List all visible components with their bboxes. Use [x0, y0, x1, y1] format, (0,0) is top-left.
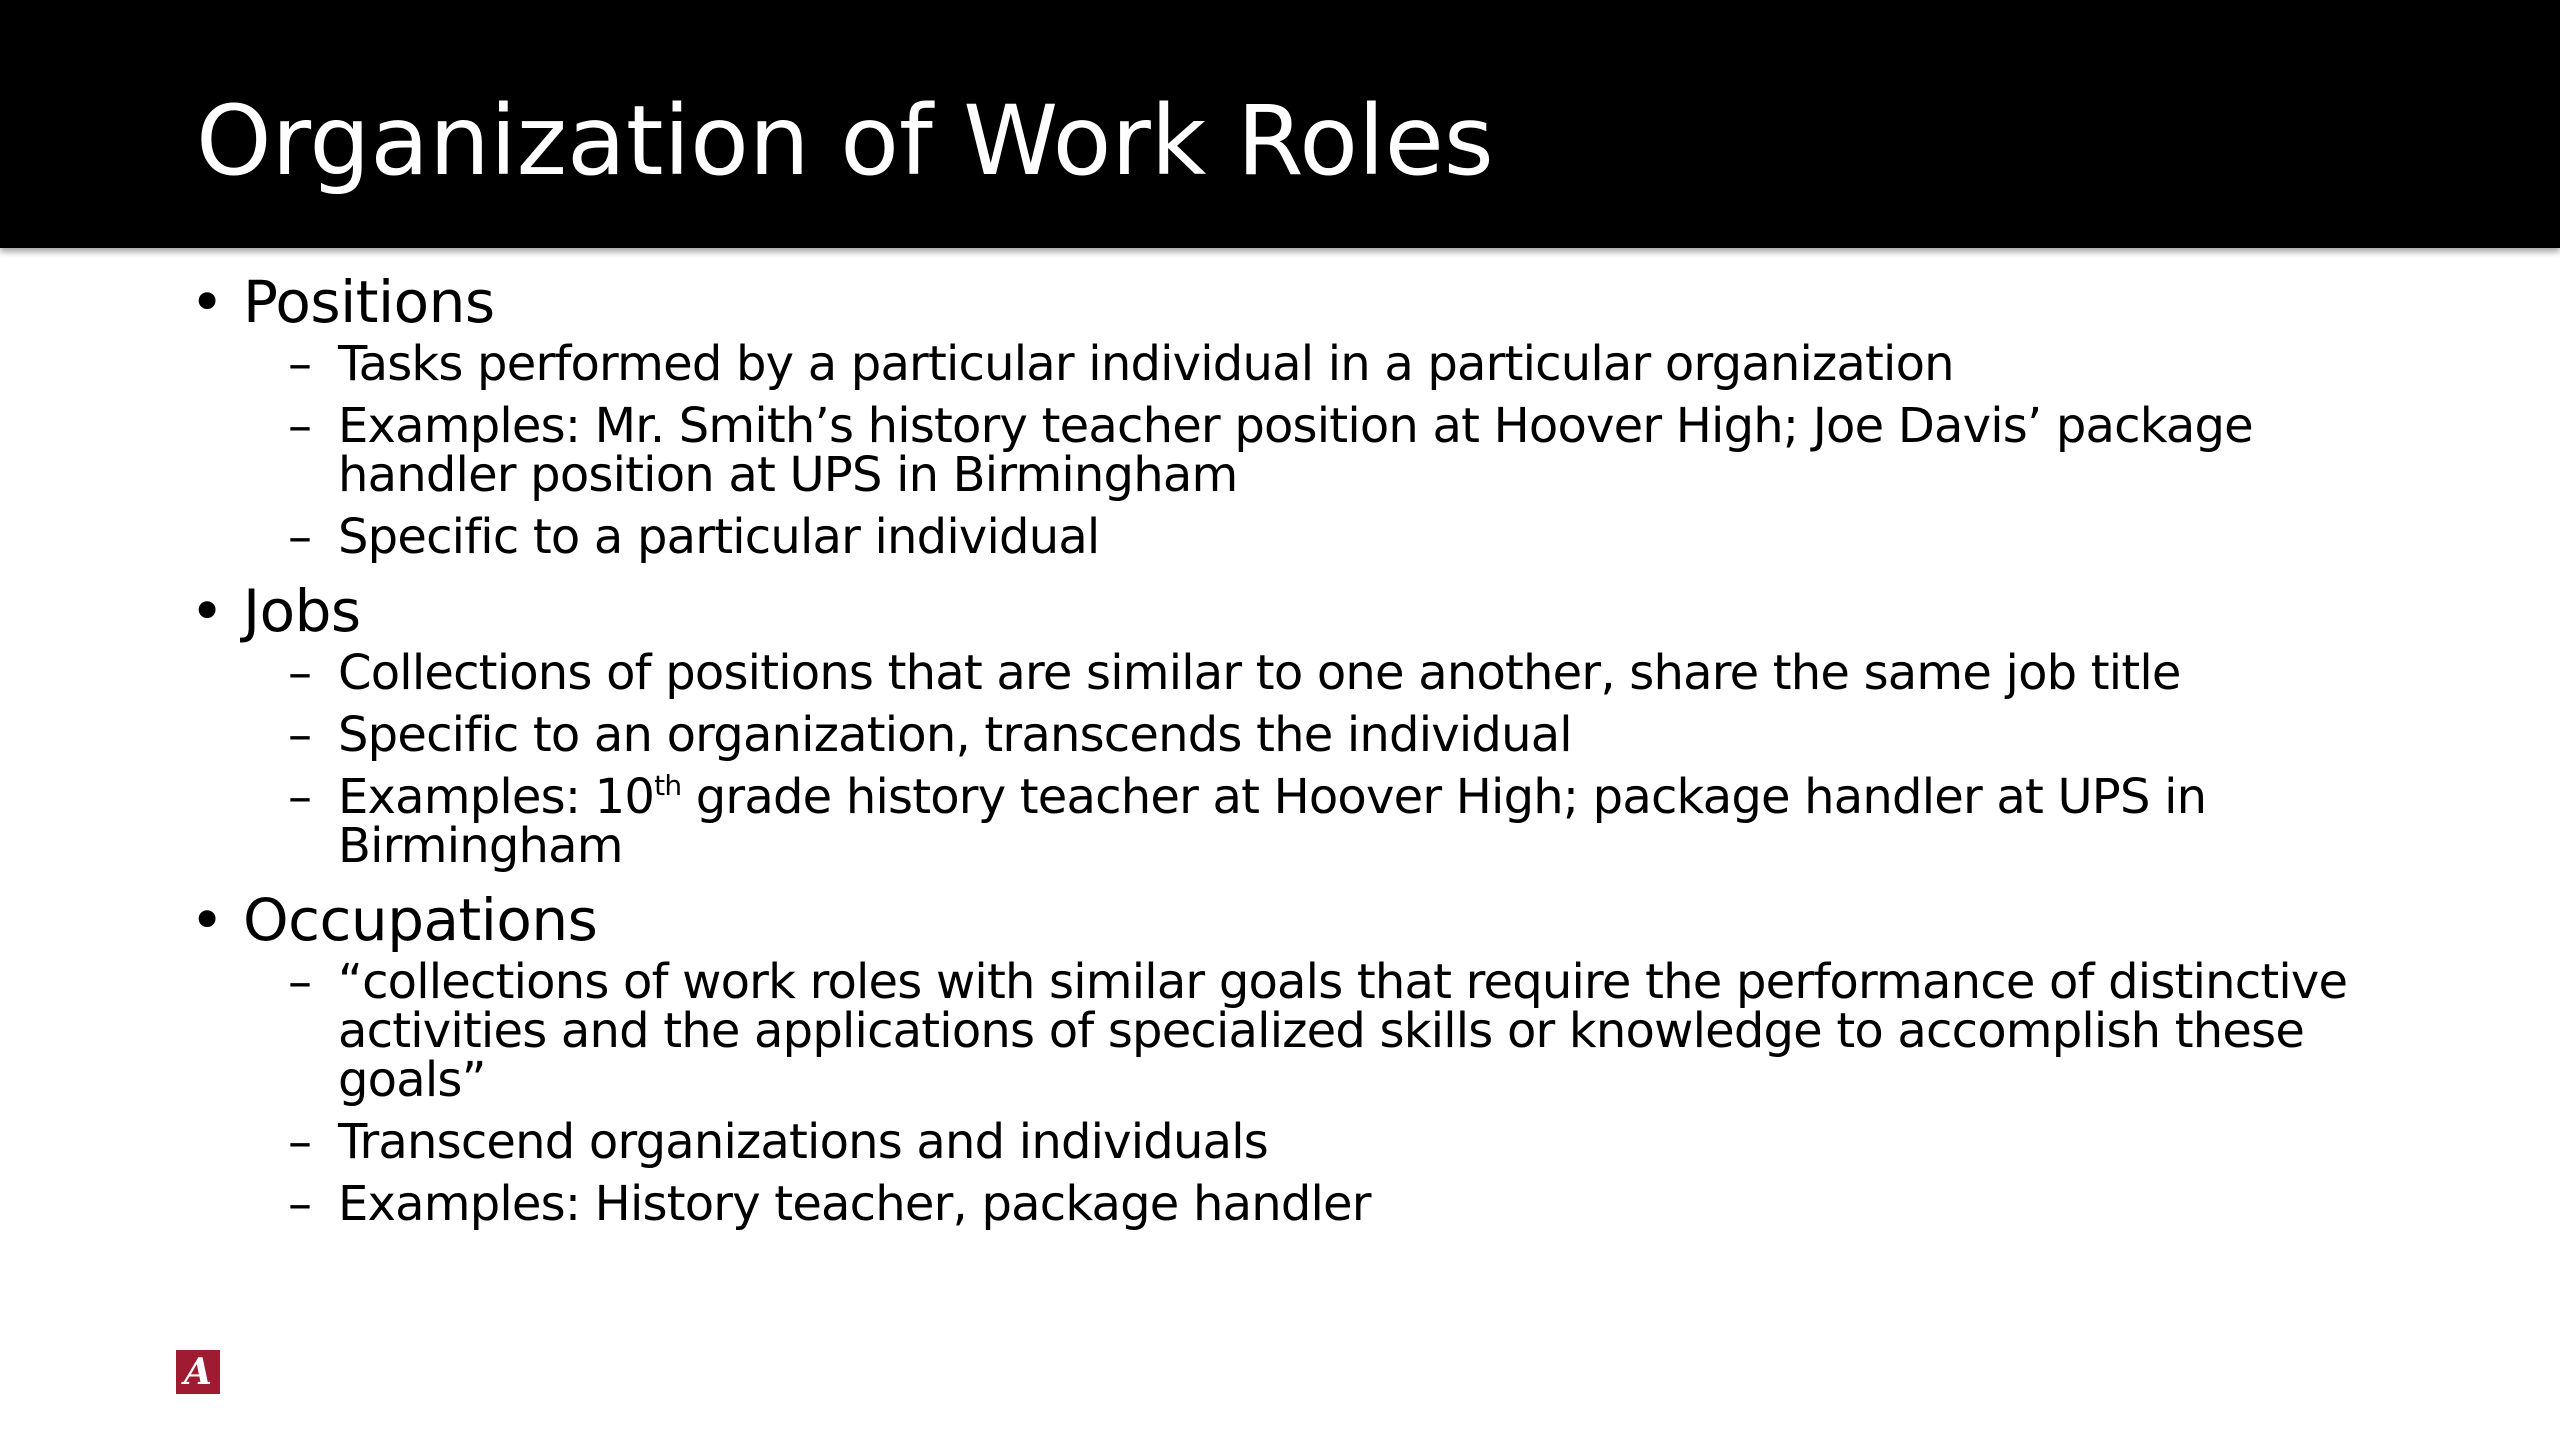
bullet-positions — [190, 266, 2390, 338]
sub-dash: – — [288, 707, 312, 763]
sub-text: Examples: Mr. Smith’s history teacher position at Hoover High; Joe Davis’ package handler position at UPS in Birmingham — [338, 398, 2253, 503]
sub-list-positions — [190, 336, 2390, 565]
sub-text: Tasks performed by a particular individual in a particular organization — [338, 336, 1954, 392]
ordinal-superscript: th — [654, 769, 682, 802]
bullet-dot: • — [190, 886, 224, 954]
sub-text: “collections of work roles with similar goals that require the performance of distinctive activities and the applications of specialized skills or knowledge to accomplish these goals” — [338, 954, 2348, 1108]
sub-dash: – — [288, 954, 312, 1010]
bullet-dot: • — [190, 268, 224, 336]
sub-text: Examples: History teacher, package handler — [338, 1176, 1371, 1232]
sub-item — [190, 398, 2390, 503]
bullet-dot: • — [190, 577, 224, 645]
sub-dash: – — [288, 336, 312, 392]
sub-text: Transcend organizations and individuals — [338, 1114, 1268, 1170]
sub-item — [190, 1176, 2390, 1232]
sub-dash: – — [288, 645, 312, 701]
sub-item — [190, 954, 2390, 1108]
bullet-heading: Positions — [243, 268, 495, 336]
bullet-heading: Occupations — [243, 886, 598, 954]
sub-item — [190, 645, 2390, 701]
bullet-heading: Jobs — [243, 577, 361, 645]
sub-item — [190, 769, 2390, 874]
sub-text-prefix: Examples: 10 — [338, 769, 655, 825]
sub-list-jobs — [190, 645, 2390, 874]
slide-content — [190, 266, 2390, 1242]
sub-dash: – — [288, 769, 312, 825]
sub-item — [190, 509, 2390, 565]
sub-dash: – — [288, 398, 312, 454]
university-logo-icon — [176, 1350, 220, 1394]
sub-text: Collections of positions that are similar to one another, share the same job title — [338, 645, 2181, 701]
slide-title: Organization of Work Roles — [196, 85, 1494, 197]
sub-list-occupations — [190, 954, 2390, 1232]
sub-text: Specific to a particular individual — [338, 509, 1100, 565]
sub-dash: – — [288, 1176, 312, 1232]
sub-item — [190, 1114, 2390, 1170]
sub-text-suffix: grade history teacher at Hoover High; package handler at UPS in Birmingham — [338, 769, 2207, 874]
bullet-jobs — [190, 575, 2390, 647]
title-bar — [0, 0, 2560, 248]
logo-letter: A — [184, 1351, 212, 1393]
sub-item — [190, 707, 2390, 763]
bullet-occupations — [190, 884, 2390, 956]
sub-dash: – — [288, 509, 312, 565]
sub-text: Specific to an organization, transcends the individual — [338, 707, 1572, 763]
sub-dash: – — [288, 1114, 312, 1170]
sub-item — [190, 336, 2390, 392]
